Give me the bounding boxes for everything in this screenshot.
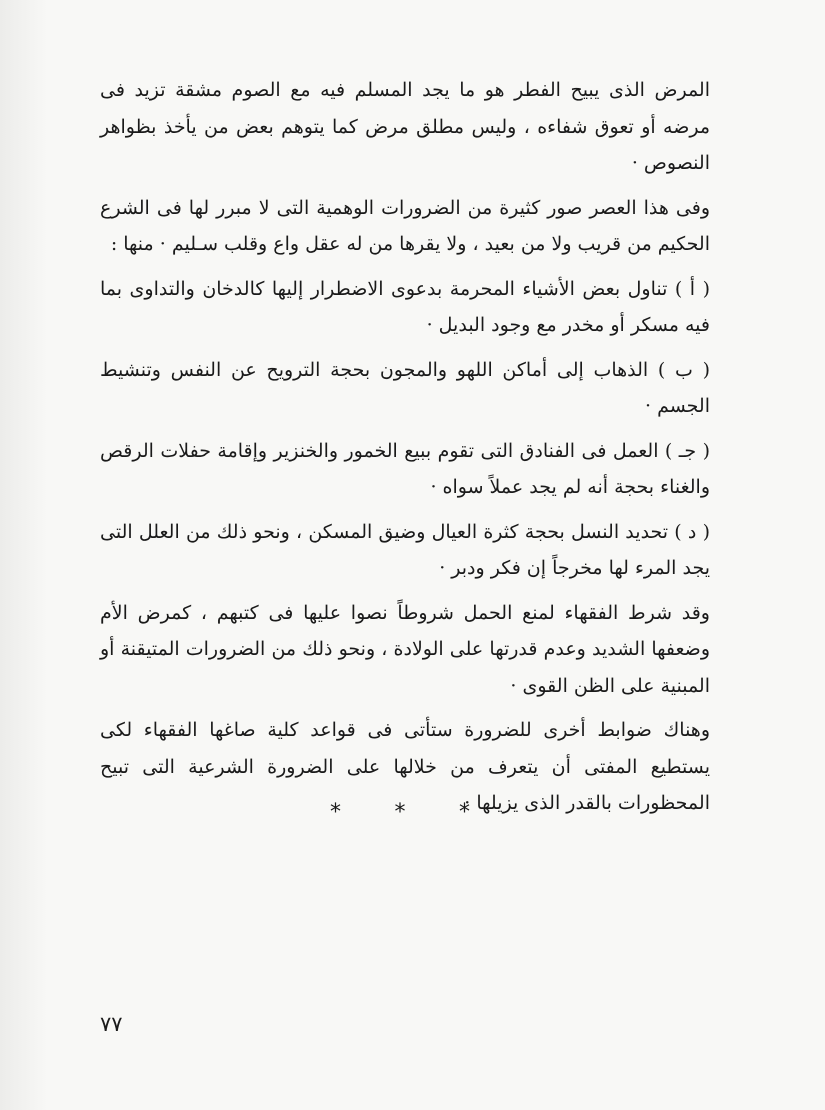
page-binding-edge (0, 0, 48, 1110)
paragraph-item-c: ( جـ ) العمل فى الفنادق التى تقوم ببيع الخمور والخنزير وإقامة حفلات الرقص والغناء بحجة أنه لم يجد عملاً سواه · (100, 439, 710, 498)
paragraph-item-b: ( ب ) الذهاب إلى أماكن اللهو والمجون بحجة الترويح عن النفس وتنشيط الجسم · (100, 358, 710, 417)
paragraph-imaginary-necessities: وفى هذا العصر صور كثيرة من الضرورات الوهمية التى لا مبرر لها فى الشرع الحكيم من قريب ولا من بعيد ، ولا يقرها من له عقل واع وقلب سـليم · منها : (100, 196, 710, 255)
page-body-text (100, 72, 710, 830)
paragraph-illness-definition: المرض الذى يبيح الفطر هو ما يجد المسلم فيه مع الصوم مشقة تزيد فى مرضه أو تعوق شفاءه ، وليس مطلق مرض كما يتوهم بعض من يأخذ بظواهر النصوص · (100, 79, 710, 174)
separator-star: * (459, 800, 470, 825)
section-separator (330, 800, 470, 825)
paragraph-item-a: ( أ ) تناول بعض الأشياء المحرمة بدعوى الاضطرار إليها كالدخان والتداوى بما فيه مسكر أو مخدر مع وجود البديل · (100, 277, 710, 336)
separator-star: * (394, 800, 406, 825)
paragraph-jurists-conditions: وقد شرط الفقهاء لمنع الحمل شروطاً نصوا عليها فى كتبهم ، كمرض الأم وضعفها الشديد وعدم قدرتها على الولادة ، ونحو ذلك من الضرورات المتيقنة أو المبنية على الظن القوى · (100, 601, 710, 697)
paragraph-item-d: ( د ) تحديد النسل بحجة كثرة العيال وضيق المسكن ، ونحو ذلك من العلل التى يجد المرء لها مخرجاً إن فكر ودبر · (100, 520, 710, 579)
page-number: ٧٧ (100, 1012, 123, 1036)
paragraph-other-rules: وهناك ضوابط أخرى للضرورة ستأتى فى قواعد كلية صاغها الفقهاء لكى يستطيع المفتى أن يتعرف من خلالها على الضرورة الشرعية التى تبيح المحظورات بالقدر الذى يزيلها · (100, 719, 710, 814)
separator-star: * (330, 800, 341, 825)
